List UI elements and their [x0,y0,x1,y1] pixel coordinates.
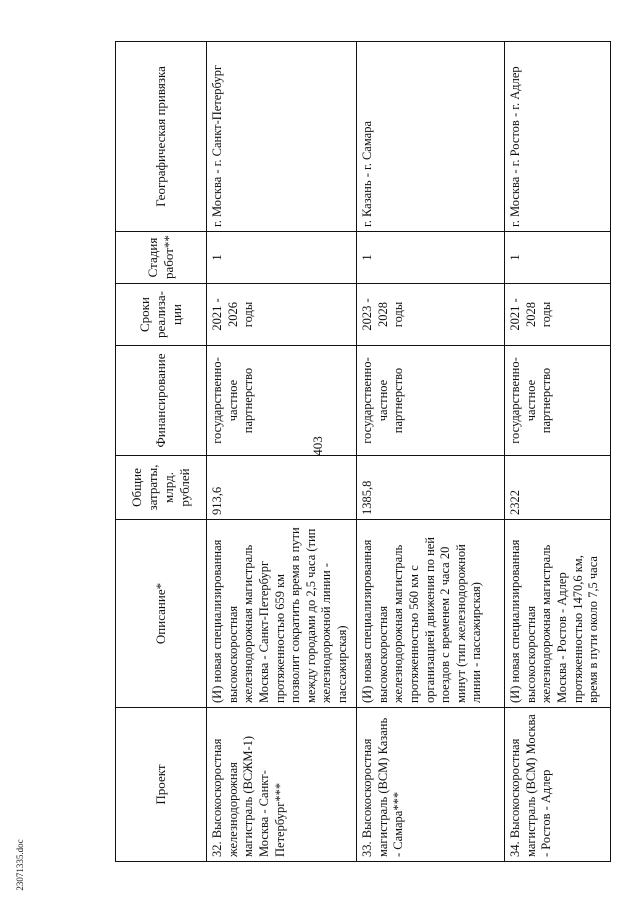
terms-cell: 2021 - 2028 годы [505,284,611,346]
project-name: Высокоскоростная магистраль (ВСМ) Москва - Ростов - Адлер [508,714,554,857]
document-footer: 23071335.doc [15,839,25,891]
stage-cell: 1 [357,232,505,284]
projects-table [115,41,611,862]
geo-cell: г. Москва - г. Санкт-Петербург [207,42,357,232]
project-name: Высокоскоростная магистраль (ВСМ) Казань - Самара*** [360,717,406,857]
header-cost: Общие затраты, млрд. рублей [116,456,207,520]
header-geo: Географическая привязка [116,42,207,232]
table-row [207,42,357,862]
header-project: Проект [116,708,207,862]
header-stage: Стадия работ** [116,232,207,284]
description-cell: (И) новая специализированная высокоскоростная железнодорожная магистраль Москва - Ростов - Адлер протяженностью 1470,6 км, время в пути около 7,5 часа [505,520,611,708]
geo-cell: г. Москва - г. Ростов - г. Адлер [505,42,611,232]
cost-cell: 2322 [505,456,611,520]
cost-cell: 913,6 [207,456,357,520]
row-number: 32. [210,841,224,857]
header-financing: Финансирование [116,346,207,456]
row-number: 33. [360,841,374,857]
financing-cell: государственно-частное партнерство [357,346,505,456]
project-cell [505,708,611,862]
project-name: Высокоскоростная железнодорожная магистраль (ВСЖМ-1) Москва - Санкт-Петербург*** [210,735,287,857]
terms-cell: 2021 - 2026 годы [207,284,357,346]
project-cell [357,708,505,862]
page-number: 403 [310,436,325,456]
description-cell: (И) новая специализированная высокоскоростная железнодорожная магистраль протяженностью 560 км с организацией движения по ней поездов с временем 2 часа 20 минут (тип железнодорожной линии - пассажирская) [357,520,505,708]
geo-cell: г. Казань - г. Самара [357,42,505,232]
table-row [505,42,611,862]
description-cell: (И) новая специализированная высокоскоростная железнодорожная магистраль Москва - Санкт-Петербург протяженностью 659 км позволит сократить время в пути между городами до 2,5 часа (тип железнодорожной линии - пассажирская) [207,520,357,708]
header-description: Описание* [116,520,207,708]
stage-cell: 1 [207,232,357,284]
stage-cell: 1 [505,232,611,284]
header-terms: Сроки реализа- ции [116,284,207,346]
rotated-table-container [115,42,601,862]
project-cell [207,708,357,862]
row-number: 34. [508,841,522,857]
cost-cell: 1385,8 [357,456,505,520]
terms-cell: 2023 - 2028 годы [357,284,505,346]
table-row [357,42,505,862]
financing-cell: государственно-частное партнерство [207,346,357,456]
table-header-row [116,42,207,862]
financing-cell: государственно-частное партнерство [505,346,611,456]
